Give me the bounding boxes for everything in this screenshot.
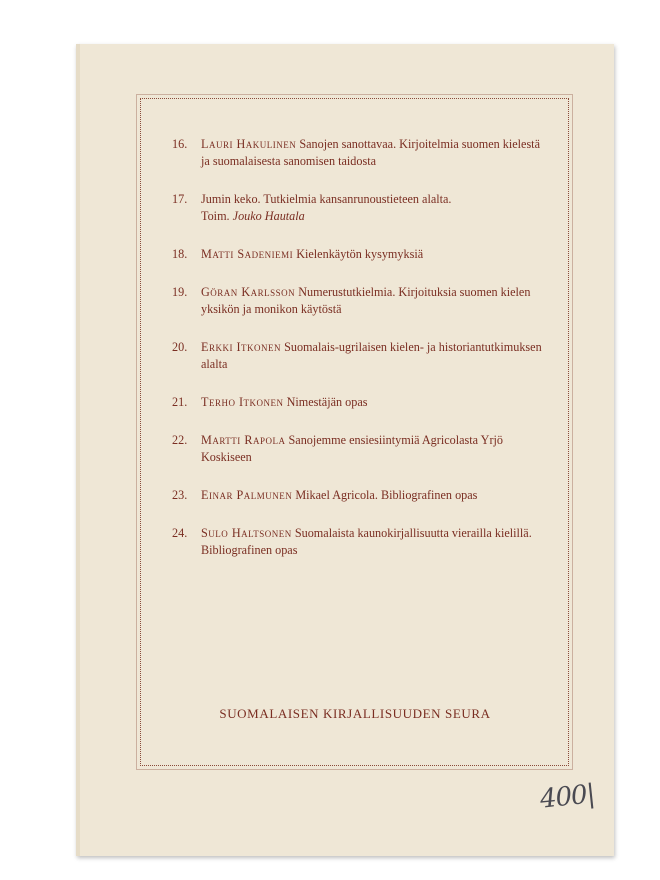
entry-author: Einar Palmunen (201, 488, 293, 502)
entry-number: 20. (172, 340, 188, 354)
entry-editor: Jouko Hautala (232, 209, 305, 223)
entry-title: Suomalais-ugrilaisen kielen- ja historiantutkimuksen alalta (201, 340, 542, 371)
series-list (172, 136, 544, 580)
list-item (172, 394, 544, 411)
entry-title: Kielenkäytön kysymyksiä (296, 247, 424, 261)
list-item (172, 432, 544, 466)
entry-number: 23. (172, 488, 188, 502)
list-item (172, 339, 544, 373)
entry-number: 21. (172, 395, 188, 409)
entry-author: Sulo Haltsonen (201, 526, 292, 540)
entry-title: Jumin keko. Tutkielmia kansanrunoustieteen alalta. (201, 192, 452, 206)
entry-author: Lauri Hakulinen (201, 137, 297, 151)
entry-title: Mikael Agricola. Bibliografinen opas (295, 488, 478, 502)
entry-author: Matti Sadeniemi (201, 247, 294, 261)
cover-edge (76, 44, 80, 856)
list-item (172, 191, 544, 225)
entry-title: Sanojemme ensiesiintymiä Agricolasta Yrjö Koskiseen (201, 433, 503, 464)
entry-title: Nimestäjän opas (286, 395, 368, 409)
entry-number: 19. (172, 285, 188, 299)
entry-title: Sanojen sanottavaa. Kirjoitelmia suomen kielestä ja suomalaisesta sanomisen taidosta (201, 137, 540, 168)
entry-title: Suomalaista kaunokirjallisuutta vierailla kielillä. Bibliografinen opas (201, 526, 532, 557)
list-item (172, 487, 544, 504)
entry-author: Göran Karlsson (201, 285, 296, 299)
list-item (172, 284, 544, 318)
list-item (172, 246, 544, 263)
entry-number: 16. (172, 137, 188, 151)
list-item (172, 136, 544, 170)
handwritten-price-note: 400| (538, 779, 596, 815)
entry-author: Erkki Itkonen (201, 340, 282, 354)
entry-number: 18. (172, 247, 188, 261)
list-item (172, 525, 544, 559)
entry-number: 24. (172, 526, 188, 540)
entry-number: 17. (172, 192, 188, 206)
entry-title: Numerustutkielmia. Kirjoituksia suomen kielen yksikön ja monikon käytöstä (201, 285, 531, 316)
entry-author: Terho Itkonen (201, 395, 284, 409)
entry-editor-prefix: Toim. (201, 209, 230, 223)
entry-author: Martti Rapola (201, 433, 286, 447)
publisher-name: SUOMALAISEN KIRJALLISUUDEN SEURA (219, 706, 491, 721)
entry-number: 22. (172, 433, 188, 447)
